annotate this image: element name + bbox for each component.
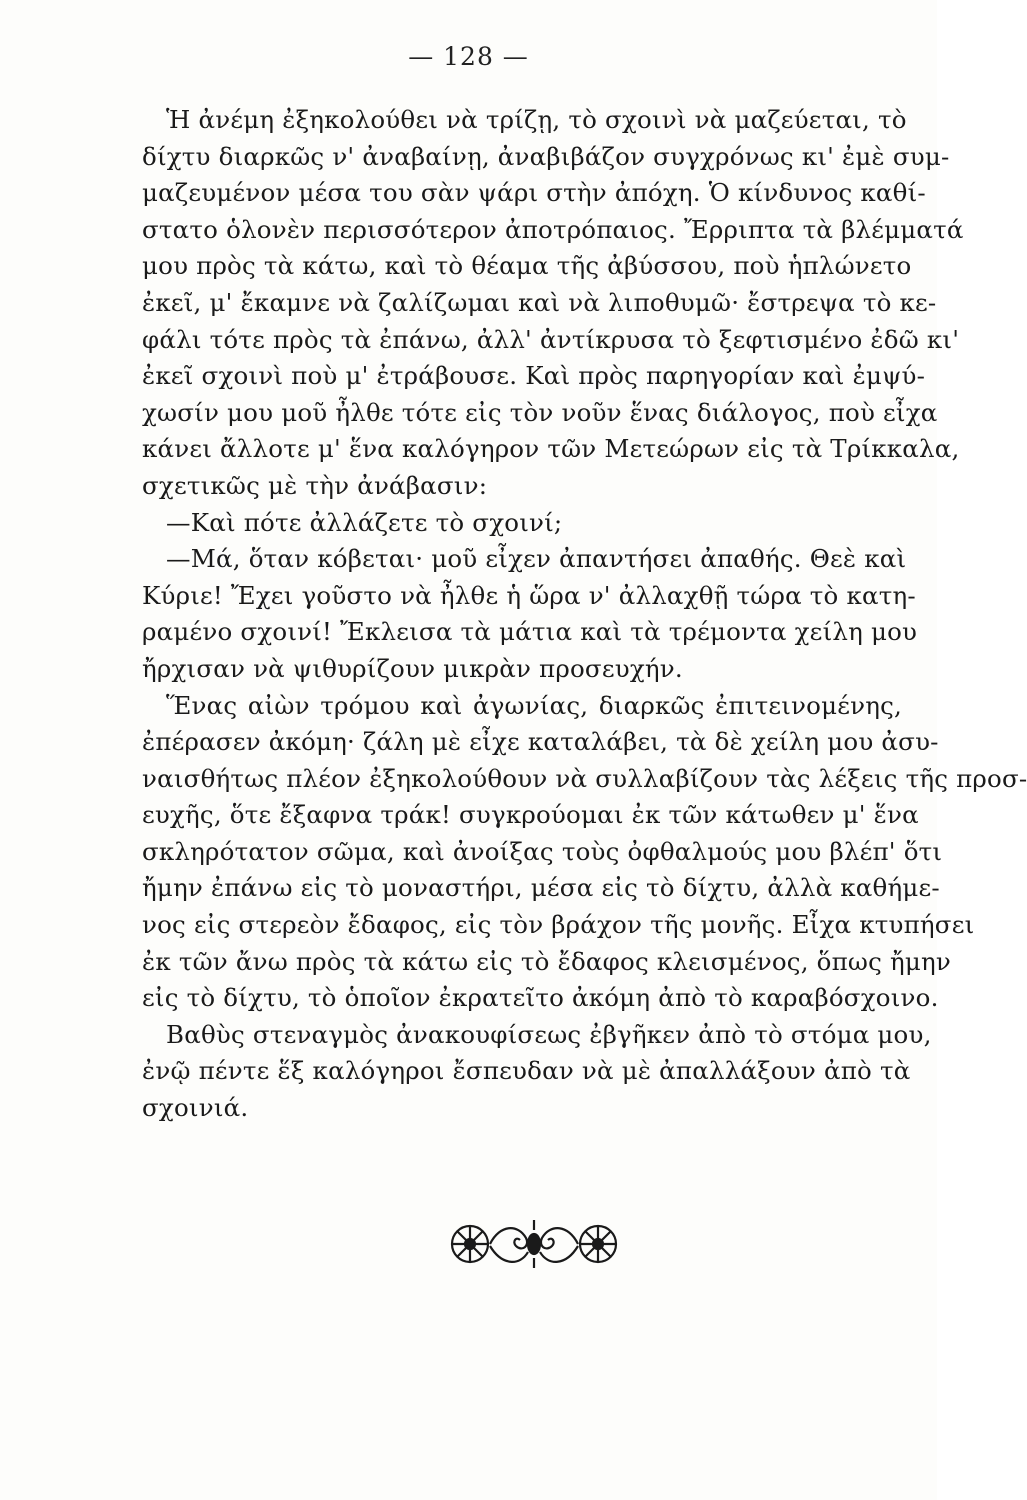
text-line: ραμένο σχοινί! Ἔκλεισα τὰ μάτια καὶ τὰ τρέμοντα χείλη μου xyxy=(142,617,918,647)
text-line: σκληρότατον σῶμα, καὶ ἀνοίξας τοὺς ὀφθαλμούς μου βλέπ' ὅτι xyxy=(142,836,943,866)
text-line: Ἕνας αἰὼν τρόμου καὶ ἀγωνίας, διαρκῶς ἐπιτεινομένης, xyxy=(166,690,902,720)
text-line: ευχῆς, ὅτε ἔξαφνα τράκ! συγκρούομαι ἐκ τῶν κάτωθεν μ' ἕνα xyxy=(142,800,919,830)
text-line: ἐκεῖ σχοινὶ ποὺ μ' ἐτράβουσε. Καὶ πρὸς παρηγορίαν καὶ ἐμψύ- xyxy=(142,361,926,391)
page-number: — 128 — xyxy=(408,42,529,71)
text-line: ἐκ τῶν ἄνω πρὸς τὰ κάτω εἰς τὸ ἔδαφος κλεισμένος, ὅπως ἤμην xyxy=(142,946,951,976)
text-line: εἰς τὸ δίχτυ, τὸ ὁποῖον ἐκρατεῖτο ἀκόμη ἀπὸ τὸ καραβόσχοινο. xyxy=(142,983,939,1013)
text-line: Βαθὺς στεναγμὸς ἀνακουφίσεως ἐβγῆκεν ἀπὸ τὸ στόμα μου, xyxy=(166,1019,932,1049)
text-line: ἐπέρασεν ἀκόμη· ζάλη μὲ εἶχε καταλάβει, τὰ δὲ χείλη μου ἀσυ- xyxy=(142,727,939,757)
text-line: φάλι τότε πρὸς τὰ ἐπάνω, ἀλλ' ἀντίκρυσα τὸ ξεφτισμένο ἐδῶ κι' xyxy=(142,324,960,354)
text-line: μαζευμένον μέσα του σὰν ψάρι στὴν ἀπόχη. Ὁ κίνδυνος καθί- xyxy=(142,178,926,208)
text-line: κάνει ἄλλοτε μ' ἕνα καλόγηρον τῶν Μετεώρων εἰς τὰ Τρίκκαλα, xyxy=(142,434,960,464)
text-line: ἐκεῖ, μ' ἔκαμνε νὰ ζαλίζωμαι καὶ νὰ λιποθυμῶ· ἔστρεψα τὸ κε- xyxy=(142,287,937,317)
body-text xyxy=(142,102,1027,1127)
text-line: ἤμην ἐπάνω εἰς τὸ μοναστήρι, μέσα εἰς τὸ δίχτυ, ἀλλὰ καθήμε- xyxy=(142,873,940,903)
text-line: —Καὶ πότε ἀλλάζετε τὸ σχοινί; xyxy=(166,507,563,537)
text-line: στατο ὁλονὲν περισσότερον ἀποτρόπαιος. Ἔρριπτα τὰ βλέμματά xyxy=(142,214,964,244)
text-line: ἐνῷ πέντε ἕξ καλόγηροι ἔσπευδαν νὰ μὲ ἀπαλλάξουν ἀπὸ τὰ xyxy=(142,1056,911,1086)
text-line: Κύριε! Ἔχει γοῦστο νὰ ἦλθε ἡ ὥρα ν' ἀλλαχθῇ τώρα τὸ κατη- xyxy=(142,580,916,610)
floral-ornament-icon xyxy=(440,1216,628,1272)
text-line: —Μά, ὅταν κόβεται· μοῦ εἶχεν ἀπαντήσει ἀπαθής. Θεὲ καὶ xyxy=(166,544,907,574)
text-line: μου πρὸς τὰ κάτω, καὶ τὸ θέαμα τῆς ἀβύσσου, ποὺ ἡπλώνετο xyxy=(142,251,912,281)
text-line: νος εἰς στερεὸν ἔδαφος, εἰς τὸν βράχον τῆς μονῆς. Εἶχα κτυπήσει xyxy=(142,910,975,940)
text-line: Ἡ ἀνέμη ἐξηκολούθει νὰ τρίζῃ, τὸ σχοινὶ νὰ μαζεύεται, τὸ xyxy=(166,105,907,134)
text-line: σχετικῶς μὲ τὴν ἀνάβασιν: xyxy=(142,470,488,500)
text-line: ναισθήτως πλέον ἐξηκολούθουν νὰ συλλαβίζουν τὰς λέξεις τῆς προσ- xyxy=(142,763,1027,793)
text-line: δίχτυ διαρκῶς ν' ἀναβαίνῃ, ἀναβιβάζον συγχρόνως κι' ἐμὲ συμ- xyxy=(142,141,950,171)
text-line: χωσίν μου μοῦ ἦλθε τότε εἰς τὸν νοῦν ἕνας διάλογος, ποὺ εἶχα xyxy=(142,397,938,427)
text-line: σχοινιά. xyxy=(142,1093,249,1123)
text-line: ἤρχισαν νὰ ψιθυρίζουν μικρὰν προσευχήν. xyxy=(142,653,683,683)
